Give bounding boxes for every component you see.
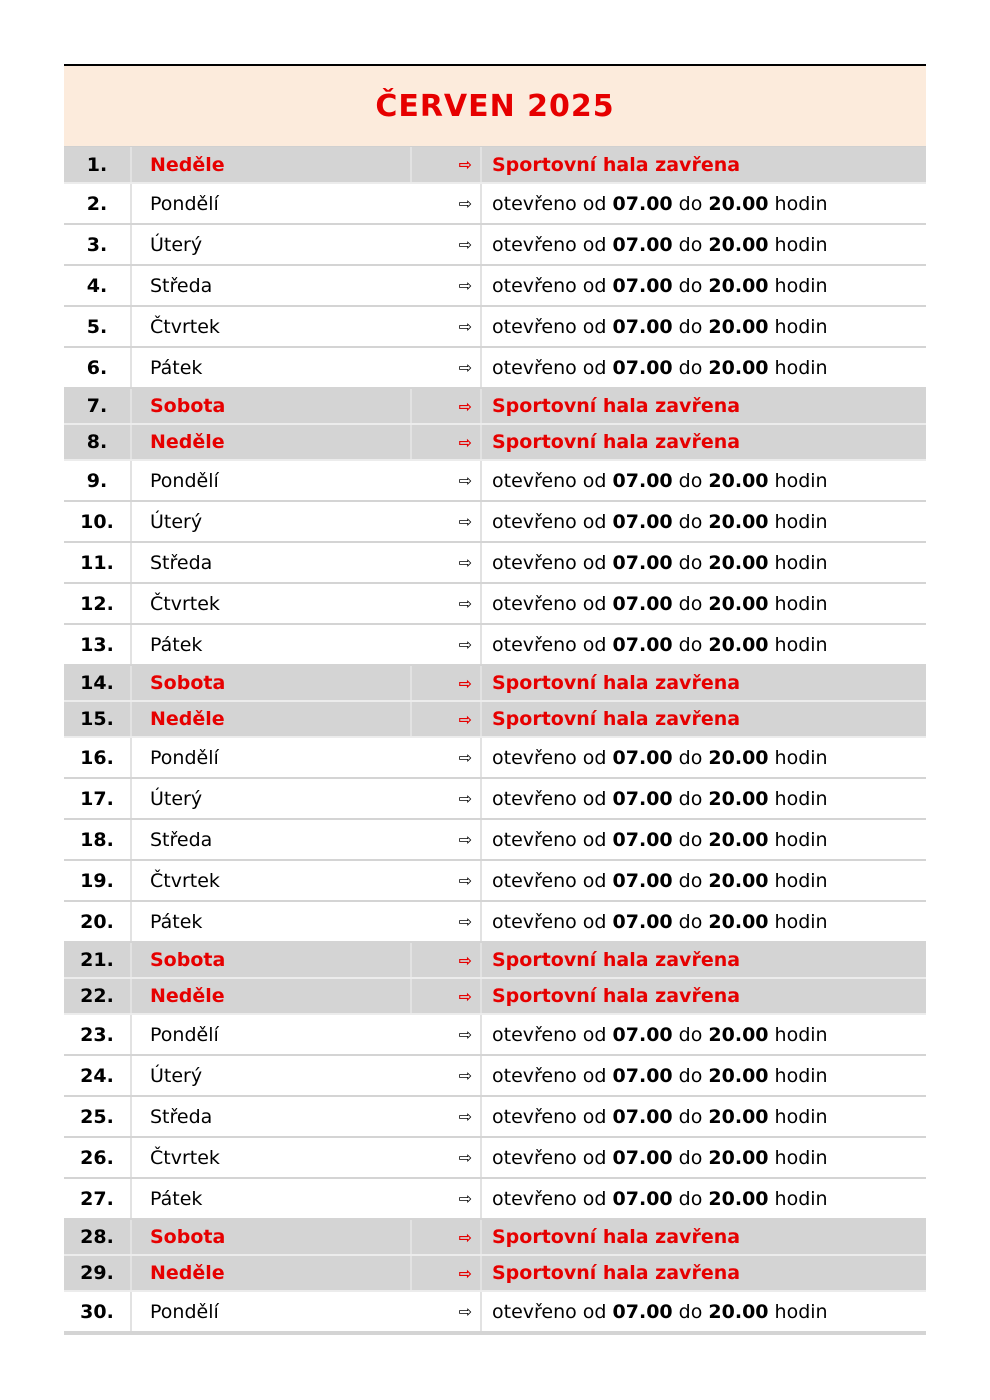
day-number: 6. (64, 347, 131, 388)
arrow-right-icon: ⇨ (411, 860, 481, 901)
opening-hours-part: hodin (768, 233, 828, 256)
opening-hours (481, 265, 926, 306)
opening-hours-part: 20.00 (708, 1146, 769, 1169)
table-row (64, 624, 926, 665)
opening-hours (481, 347, 926, 388)
weekday-name: Pondělí (131, 737, 411, 778)
arrow-right-icon: ⇨ (411, 1178, 481, 1219)
schedule-table (64, 147, 926, 1333)
arrow-right-icon: ⇨ (411, 1137, 481, 1178)
day-number: 17. (64, 778, 131, 819)
table-row (64, 460, 926, 501)
day-number: 9. (64, 460, 131, 501)
table-row (64, 819, 926, 860)
opening-hours-part: 07.00 (612, 1023, 673, 1046)
arrow-right-icon: ⇨ (411, 388, 481, 424)
arrow-right-icon: ⇨ (411, 1096, 481, 1137)
table-row (64, 1096, 926, 1137)
weekday-name: Úterý (131, 501, 411, 542)
opening-hours-part: 07.00 (612, 1300, 673, 1323)
table-row (64, 1255, 926, 1291)
opening-hours-part: 07.00 (612, 787, 673, 810)
opening-hours (481, 819, 926, 860)
opening-hours-part: otevřeno od (492, 1064, 613, 1087)
page-title: ČERVEN 2025 (375, 88, 615, 124)
opening-hours (481, 624, 926, 665)
day-number: 7. (64, 388, 131, 424)
opening-hours (481, 542, 926, 583)
weekday-name: Neděle (131, 1255, 411, 1291)
opening-hours-part: otevřeno od (492, 315, 613, 338)
day-number: 25. (64, 1096, 131, 1137)
opening-hours-part: 07.00 (612, 469, 673, 492)
day-number: 29. (64, 1255, 131, 1291)
table-row (64, 265, 926, 306)
opening-hours-part: hodin (768, 869, 828, 892)
closed-notice: Sportovní hala zavřena (481, 147, 926, 183)
opening-hours (481, 778, 926, 819)
table-row (64, 183, 926, 224)
opening-hours-part: hodin (768, 551, 828, 574)
day-number: 3. (64, 224, 131, 265)
opening-hours-part: do (672, 551, 709, 574)
opening-hours-part: 20.00 (708, 274, 769, 297)
opening-hours (481, 1055, 926, 1096)
closed-notice: Sportovní hala zavřena (481, 388, 926, 424)
arrow-right-icon: ⇨ (411, 1255, 481, 1291)
weekday-name: Čtvrtek (131, 306, 411, 347)
day-number: 26. (64, 1137, 131, 1178)
arrow-right-icon: ⇨ (411, 1219, 481, 1255)
arrow-right-icon: ⇨ (411, 583, 481, 624)
opening-hours-part: do (672, 315, 709, 338)
closed-notice: Sportovní hala zavřena (481, 665, 926, 701)
opening-hours (481, 501, 926, 542)
weekday-name: Úterý (131, 1055, 411, 1096)
day-number: 20. (64, 901, 131, 942)
weekday-name: Neděle (131, 424, 411, 460)
opening-hours-part: otevřeno od (492, 233, 613, 256)
opening-hours-part: do (672, 633, 709, 656)
opening-hours-part: 07.00 (612, 746, 673, 769)
opening-hours-part: 20.00 (708, 869, 769, 892)
weekday-name: Pátek (131, 901, 411, 942)
table-row (64, 1137, 926, 1178)
opening-hours (481, 1178, 926, 1219)
opening-hours-part: hodin (768, 1300, 828, 1323)
table-row (64, 701, 926, 737)
weekday-name: Čtvrtek (131, 583, 411, 624)
arrow-right-icon: ⇨ (411, 347, 481, 388)
bottom-rule (64, 1333, 926, 1335)
opening-hours-part: do (672, 274, 709, 297)
arrow-right-icon: ⇨ (411, 1291, 481, 1332)
weekday-name: Sobota (131, 1219, 411, 1255)
arrow-right-icon: ⇨ (411, 224, 481, 265)
opening-hours-part: otevřeno od (492, 1187, 613, 1210)
opening-hours-part: do (672, 828, 709, 851)
opening-hours-part: otevřeno od (492, 469, 613, 492)
closed-notice: Sportovní hala zavřena (481, 424, 926, 460)
opening-hours-part: do (672, 746, 709, 769)
table-row (64, 306, 926, 347)
opening-hours (481, 224, 926, 265)
table-row (64, 347, 926, 388)
table-row (64, 860, 926, 901)
opening-hours-part: 07.00 (612, 1187, 673, 1210)
table-row (64, 583, 926, 624)
arrow-right-icon: ⇨ (411, 1055, 481, 1096)
table-row (64, 1055, 926, 1096)
opening-hours-part: 07.00 (612, 828, 673, 851)
weekday-name: Sobota (131, 942, 411, 978)
opening-hours-part: 20.00 (708, 469, 769, 492)
opening-hours-part: do (672, 1064, 709, 1087)
opening-hours-part: do (672, 1146, 709, 1169)
weekday-name: Čtvrtek (131, 860, 411, 901)
opening-hours-part: do (672, 1105, 709, 1128)
opening-hours-part: 07.00 (612, 1064, 673, 1087)
opening-hours-part: hodin (768, 1187, 828, 1210)
day-number: 30. (64, 1291, 131, 1332)
opening-hours (481, 1096, 926, 1137)
opening-hours-part: 07.00 (612, 274, 673, 297)
table-row (64, 542, 926, 583)
opening-hours-part: do (672, 869, 709, 892)
schedule-sheet (64, 64, 926, 1335)
weekday-name: Neděle (131, 978, 411, 1014)
opening-hours-part: do (672, 1023, 709, 1046)
opening-hours-part: 07.00 (612, 315, 673, 338)
opening-hours-part: hodin (768, 746, 828, 769)
opening-hours-part: 20.00 (708, 1064, 769, 1087)
arrow-right-icon: ⇨ (411, 147, 481, 183)
opening-hours-part: otevřeno od (492, 1146, 613, 1169)
opening-hours-part: 07.00 (612, 356, 673, 379)
day-number: 15. (64, 701, 131, 737)
day-number: 16. (64, 737, 131, 778)
closed-notice: Sportovní hala zavřena (481, 1219, 926, 1255)
opening-hours-part: 07.00 (612, 510, 673, 533)
opening-hours-part: otevřeno od (492, 551, 613, 574)
weekday-name: Sobota (131, 388, 411, 424)
opening-hours (481, 583, 926, 624)
arrow-right-icon: ⇨ (411, 501, 481, 542)
arrow-right-icon: ⇨ (411, 701, 481, 737)
day-number: 24. (64, 1055, 131, 1096)
arrow-right-icon: ⇨ (411, 624, 481, 665)
arrow-right-icon: ⇨ (411, 901, 481, 942)
table-row (64, 1219, 926, 1255)
opening-hours-part: 20.00 (708, 787, 769, 810)
opening-hours-part: otevřeno od (492, 192, 613, 215)
table-row (64, 942, 926, 978)
opening-hours-part: otevřeno od (492, 787, 613, 810)
opening-hours (481, 737, 926, 778)
schedule-rows (64, 147, 926, 1332)
opening-hours-part: otevřeno od (492, 1300, 613, 1323)
opening-hours-part: 20.00 (708, 746, 769, 769)
weekday-name: Pátek (131, 347, 411, 388)
arrow-right-icon: ⇨ (411, 424, 481, 460)
closed-notice: Sportovní hala zavřena (481, 701, 926, 737)
weekday-name: Pondělí (131, 460, 411, 501)
title-box (64, 66, 926, 147)
weekday-name: Pondělí (131, 1014, 411, 1055)
opening-hours-part: 20.00 (708, 1187, 769, 1210)
day-number: 4. (64, 265, 131, 306)
table-row (64, 1291, 926, 1332)
opening-hours-part: do (672, 910, 709, 933)
opening-hours-part: 20.00 (708, 910, 769, 933)
weekday-name: Pondělí (131, 183, 411, 224)
opening-hours-part: hodin (768, 192, 828, 215)
opening-hours-part: otevřeno od (492, 356, 613, 379)
table-row (64, 737, 926, 778)
table-row (64, 424, 926, 460)
opening-hours-part: otevřeno od (492, 746, 613, 769)
opening-hours-part: do (672, 469, 709, 492)
opening-hours-part: 20.00 (708, 551, 769, 574)
opening-hours-part: 07.00 (612, 551, 673, 574)
opening-hours-part: 07.00 (612, 592, 673, 615)
opening-hours (481, 1137, 926, 1178)
arrow-right-icon: ⇨ (411, 978, 481, 1014)
opening-hours-part: hodin (768, 828, 828, 851)
table-row (64, 978, 926, 1014)
day-number: 1. (64, 147, 131, 183)
weekday-name: Pátek (131, 624, 411, 665)
opening-hours-part: do (672, 356, 709, 379)
day-number: 21. (64, 942, 131, 978)
opening-hours-part: hodin (768, 1064, 828, 1087)
day-number: 14. (64, 665, 131, 701)
day-number: 13. (64, 624, 131, 665)
weekday-name: Středa (131, 542, 411, 583)
opening-hours (481, 306, 926, 347)
opening-hours (481, 1014, 926, 1055)
day-number: 22. (64, 978, 131, 1014)
weekday-name: Úterý (131, 224, 411, 265)
closed-notice: Sportovní hala zavřena (481, 1255, 926, 1291)
opening-hours-part: otevřeno od (492, 910, 613, 933)
opening-hours-part: 20.00 (708, 1023, 769, 1046)
arrow-right-icon: ⇨ (411, 665, 481, 701)
opening-hours-part: 20.00 (708, 510, 769, 533)
arrow-right-icon: ⇨ (411, 778, 481, 819)
opening-hours-part: hodin (768, 592, 828, 615)
table-row (64, 1014, 926, 1055)
day-number: 27. (64, 1178, 131, 1219)
arrow-right-icon: ⇨ (411, 183, 481, 224)
opening-hours-part: otevřeno od (492, 1105, 613, 1128)
table-row (64, 778, 926, 819)
opening-hours-part: do (672, 592, 709, 615)
opening-hours-part: do (672, 1187, 709, 1210)
opening-hours-part: do (672, 192, 709, 215)
opening-hours-part: 20.00 (708, 1105, 769, 1128)
opening-hours-part: hodin (768, 510, 828, 533)
table-row (64, 147, 926, 183)
opening-hours-part: hodin (768, 469, 828, 492)
opening-hours-part: 20.00 (708, 828, 769, 851)
weekday-name: Neděle (131, 701, 411, 737)
opening-hours-part: 20.00 (708, 1300, 769, 1323)
weekday-name: Sobota (131, 665, 411, 701)
day-number: 11. (64, 542, 131, 583)
opening-hours-part: hodin (768, 1105, 828, 1128)
opening-hours-part: 20.00 (708, 592, 769, 615)
weekday-name: Středa (131, 1096, 411, 1137)
opening-hours-part: 20.00 (708, 356, 769, 379)
day-number: 19. (64, 860, 131, 901)
opening-hours-part: 07.00 (612, 1146, 673, 1169)
opening-hours-part: 20.00 (708, 633, 769, 656)
day-number: 8. (64, 424, 131, 460)
opening-hours-part: otevřeno od (492, 1023, 613, 1046)
weekday-name: Pondělí (131, 1291, 411, 1332)
opening-hours-part: hodin (768, 910, 828, 933)
weekday-name: Pátek (131, 1178, 411, 1219)
weekday-name: Úterý (131, 778, 411, 819)
arrow-right-icon: ⇨ (411, 737, 481, 778)
opening-hours-part: otevřeno od (492, 592, 613, 615)
arrow-right-icon: ⇨ (411, 306, 481, 347)
table-row (64, 224, 926, 265)
opening-hours (481, 183, 926, 224)
opening-hours-part: do (672, 233, 709, 256)
opening-hours-part: hodin (768, 1146, 828, 1169)
opening-hours-part: 20.00 (708, 315, 769, 338)
table-row (64, 388, 926, 424)
arrow-right-icon: ⇨ (411, 460, 481, 501)
weekday-name: Neděle (131, 147, 411, 183)
opening-hours-part: 07.00 (612, 869, 673, 892)
weekday-name: Čtvrtek (131, 1137, 411, 1178)
opening-hours-part: do (672, 787, 709, 810)
opening-hours-part: hodin (768, 315, 828, 338)
table-row (64, 501, 926, 542)
day-number: 10. (64, 501, 131, 542)
table-row (64, 901, 926, 942)
arrow-right-icon: ⇨ (411, 265, 481, 306)
arrow-right-icon: ⇨ (411, 819, 481, 860)
opening-hours-part: do (672, 1300, 709, 1323)
day-number: 23. (64, 1014, 131, 1055)
opening-hours-part: 20.00 (708, 192, 769, 215)
day-number: 18. (64, 819, 131, 860)
opening-hours (481, 460, 926, 501)
opening-hours-part: otevřeno od (492, 828, 613, 851)
opening-hours-part: hodin (768, 356, 828, 379)
table-row (64, 665, 926, 701)
arrow-right-icon: ⇨ (411, 942, 481, 978)
weekday-name: Středa (131, 819, 411, 860)
opening-hours-part: hodin (768, 633, 828, 656)
arrow-right-icon: ⇨ (411, 1014, 481, 1055)
day-number: 2. (64, 183, 131, 224)
day-number: 28. (64, 1219, 131, 1255)
opening-hours (481, 901, 926, 942)
opening-hours-part: hodin (768, 274, 828, 297)
opening-hours (481, 1291, 926, 1332)
opening-hours-part: 07.00 (612, 192, 673, 215)
day-number: 12. (64, 583, 131, 624)
opening-hours-part: otevřeno od (492, 633, 613, 656)
arrow-right-icon: ⇨ (411, 542, 481, 583)
opening-hours-part: 20.00 (708, 233, 769, 256)
opening-hours-part: 07.00 (612, 1105, 673, 1128)
opening-hours-part: otevřeno od (492, 510, 613, 533)
opening-hours-part: otevřeno od (492, 869, 613, 892)
closed-notice: Sportovní hala zavřena (481, 942, 926, 978)
opening-hours-part: 07.00 (612, 910, 673, 933)
day-number: 5. (64, 306, 131, 347)
opening-hours-part: 07.00 (612, 233, 673, 256)
weekday-name: Středa (131, 265, 411, 306)
opening-hours-part: hodin (768, 787, 828, 810)
closed-notice: Sportovní hala zavřena (481, 978, 926, 1014)
opening-hours-part: otevřeno od (492, 274, 613, 297)
opening-hours (481, 860, 926, 901)
table-row (64, 1178, 926, 1219)
opening-hours-part: hodin (768, 1023, 828, 1046)
opening-hours-part: do (672, 510, 709, 533)
opening-hours-part: 07.00 (612, 633, 673, 656)
